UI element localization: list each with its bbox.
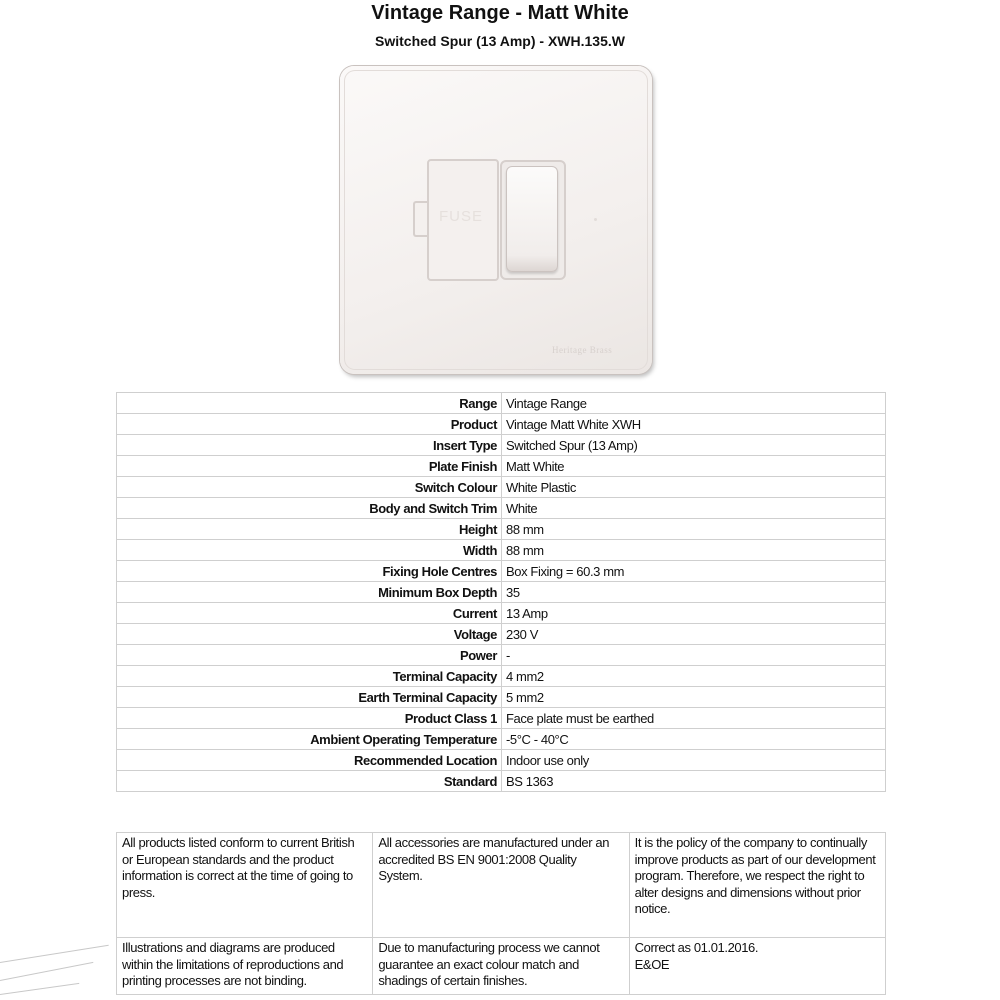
spec-row	[117, 729, 886, 750]
note-correct-as	[629, 938, 885, 995]
spec-row	[117, 519, 886, 540]
note-quality-system: All accessories are manufactured under an accredited BS EN 9001:2008 Quality System.	[373, 833, 629, 938]
spec-label: Fixing Hole Centres	[117, 561, 502, 582]
spec-value: Switched Spur (13 Amp)	[502, 435, 886, 456]
spec-row	[117, 456, 886, 477]
spec-label: Current	[117, 603, 502, 624]
spec-label: Product	[117, 414, 502, 435]
note-standards: All products listed conform to current British or European standards and the product information is correct at the time of going to press.	[117, 833, 373, 938]
scan-artifact	[0, 983, 79, 995]
note-eoe: E&OE	[634, 956, 670, 972]
indicator-dot	[594, 218, 597, 221]
spec-value: Matt White	[502, 456, 886, 477]
note-colour-match: Due to manufacturing process we cannot guarantee an exact colour match and shadings of certain finishes.	[373, 938, 629, 995]
spec-row	[117, 435, 886, 456]
product-image	[340, 66, 656, 378]
spec-value: Indoor use only	[502, 750, 886, 771]
note-policy: It is the policy of the company to continually improve products as part of our development program. Therefore, we respect the right to alter designs and dimensions without prior notice.	[629, 833, 885, 938]
scan-artifact	[0, 945, 109, 963]
spec-label: Switch Colour	[117, 477, 502, 498]
spec-label: Ambient Operating Temperature	[117, 729, 502, 750]
spec-label: Height	[117, 519, 502, 540]
spec-label: Width	[117, 540, 502, 561]
spec-row	[117, 666, 886, 687]
spec-label: Range	[117, 393, 502, 414]
spec-value: 5 mm2	[502, 687, 886, 708]
spec-row	[117, 624, 886, 645]
page-subtitle: Switched Spur (13 Amp) - XWH.135.W	[375, 33, 625, 49]
scan-artifact	[0, 962, 93, 981]
spec-label: Standard	[117, 771, 502, 792]
spec-row	[117, 414, 886, 435]
spec-row	[117, 393, 886, 414]
spec-row	[117, 687, 886, 708]
spec-row	[117, 540, 886, 561]
spec-value: 88 mm	[502, 540, 886, 561]
spec-label: Terminal Capacity	[117, 666, 502, 687]
spec-table	[116, 392, 886, 792]
spec-value: -	[502, 645, 886, 666]
spec-label: Earth Terminal Capacity	[117, 687, 502, 708]
page-title: Vintage Range - Matt White	[371, 2, 629, 24]
spec-row	[117, 498, 886, 519]
spec-value: 13 Amp	[502, 603, 886, 624]
spec-row	[117, 645, 886, 666]
spec-value: White Plastic	[502, 477, 886, 498]
spec-label: Insert Type	[117, 435, 502, 456]
spec-row	[117, 708, 886, 729]
disclaimer-table	[116, 832, 886, 995]
spec-value: 230 V	[502, 624, 886, 645]
brand-mark: Heritage Brass	[552, 345, 613, 355]
switch-rocker	[506, 166, 558, 272]
note-illustrations: Illustrations and diagrams are produced within the limitations of reproductions and printing processes are not binding.	[117, 938, 373, 995]
spec-value: White	[502, 498, 886, 519]
spec-value: 88 mm	[502, 519, 886, 540]
spec-row	[117, 582, 886, 603]
spec-value: 35	[502, 582, 886, 603]
spec-label: Recommended Location	[117, 750, 502, 771]
spec-label: Voltage	[117, 624, 502, 645]
note-date: Correct as 01.01.2016.	[634, 940, 759, 955]
spec-row	[117, 603, 886, 624]
spec-label: Product Class 1	[117, 708, 502, 729]
spec-value: Face plate must be earthed	[502, 708, 886, 729]
spec-value: Vintage Range	[502, 393, 886, 414]
spec-row	[117, 561, 886, 582]
spec-value: Box Fixing = 60.3 mm	[502, 561, 886, 582]
spec-value: BS 1363	[502, 771, 886, 792]
spec-label: Body and Switch Trim	[117, 498, 502, 519]
spec-row	[117, 750, 886, 771]
disclaimer-row	[117, 833, 886, 938]
spec-row	[117, 771, 886, 792]
spec-value: -5°C - 40°C	[502, 729, 886, 750]
spec-value: Vintage Matt White XWH	[502, 414, 886, 435]
spec-label: Power	[117, 645, 502, 666]
fuse-label: FUSE	[438, 208, 483, 225]
spec-row	[117, 477, 886, 498]
spec-value: 4 mm2	[502, 666, 886, 687]
spec-label: Minimum Box Depth	[117, 582, 502, 603]
spec-label: Plate Finish	[117, 456, 502, 477]
disclaimer-row	[117, 938, 886, 995]
